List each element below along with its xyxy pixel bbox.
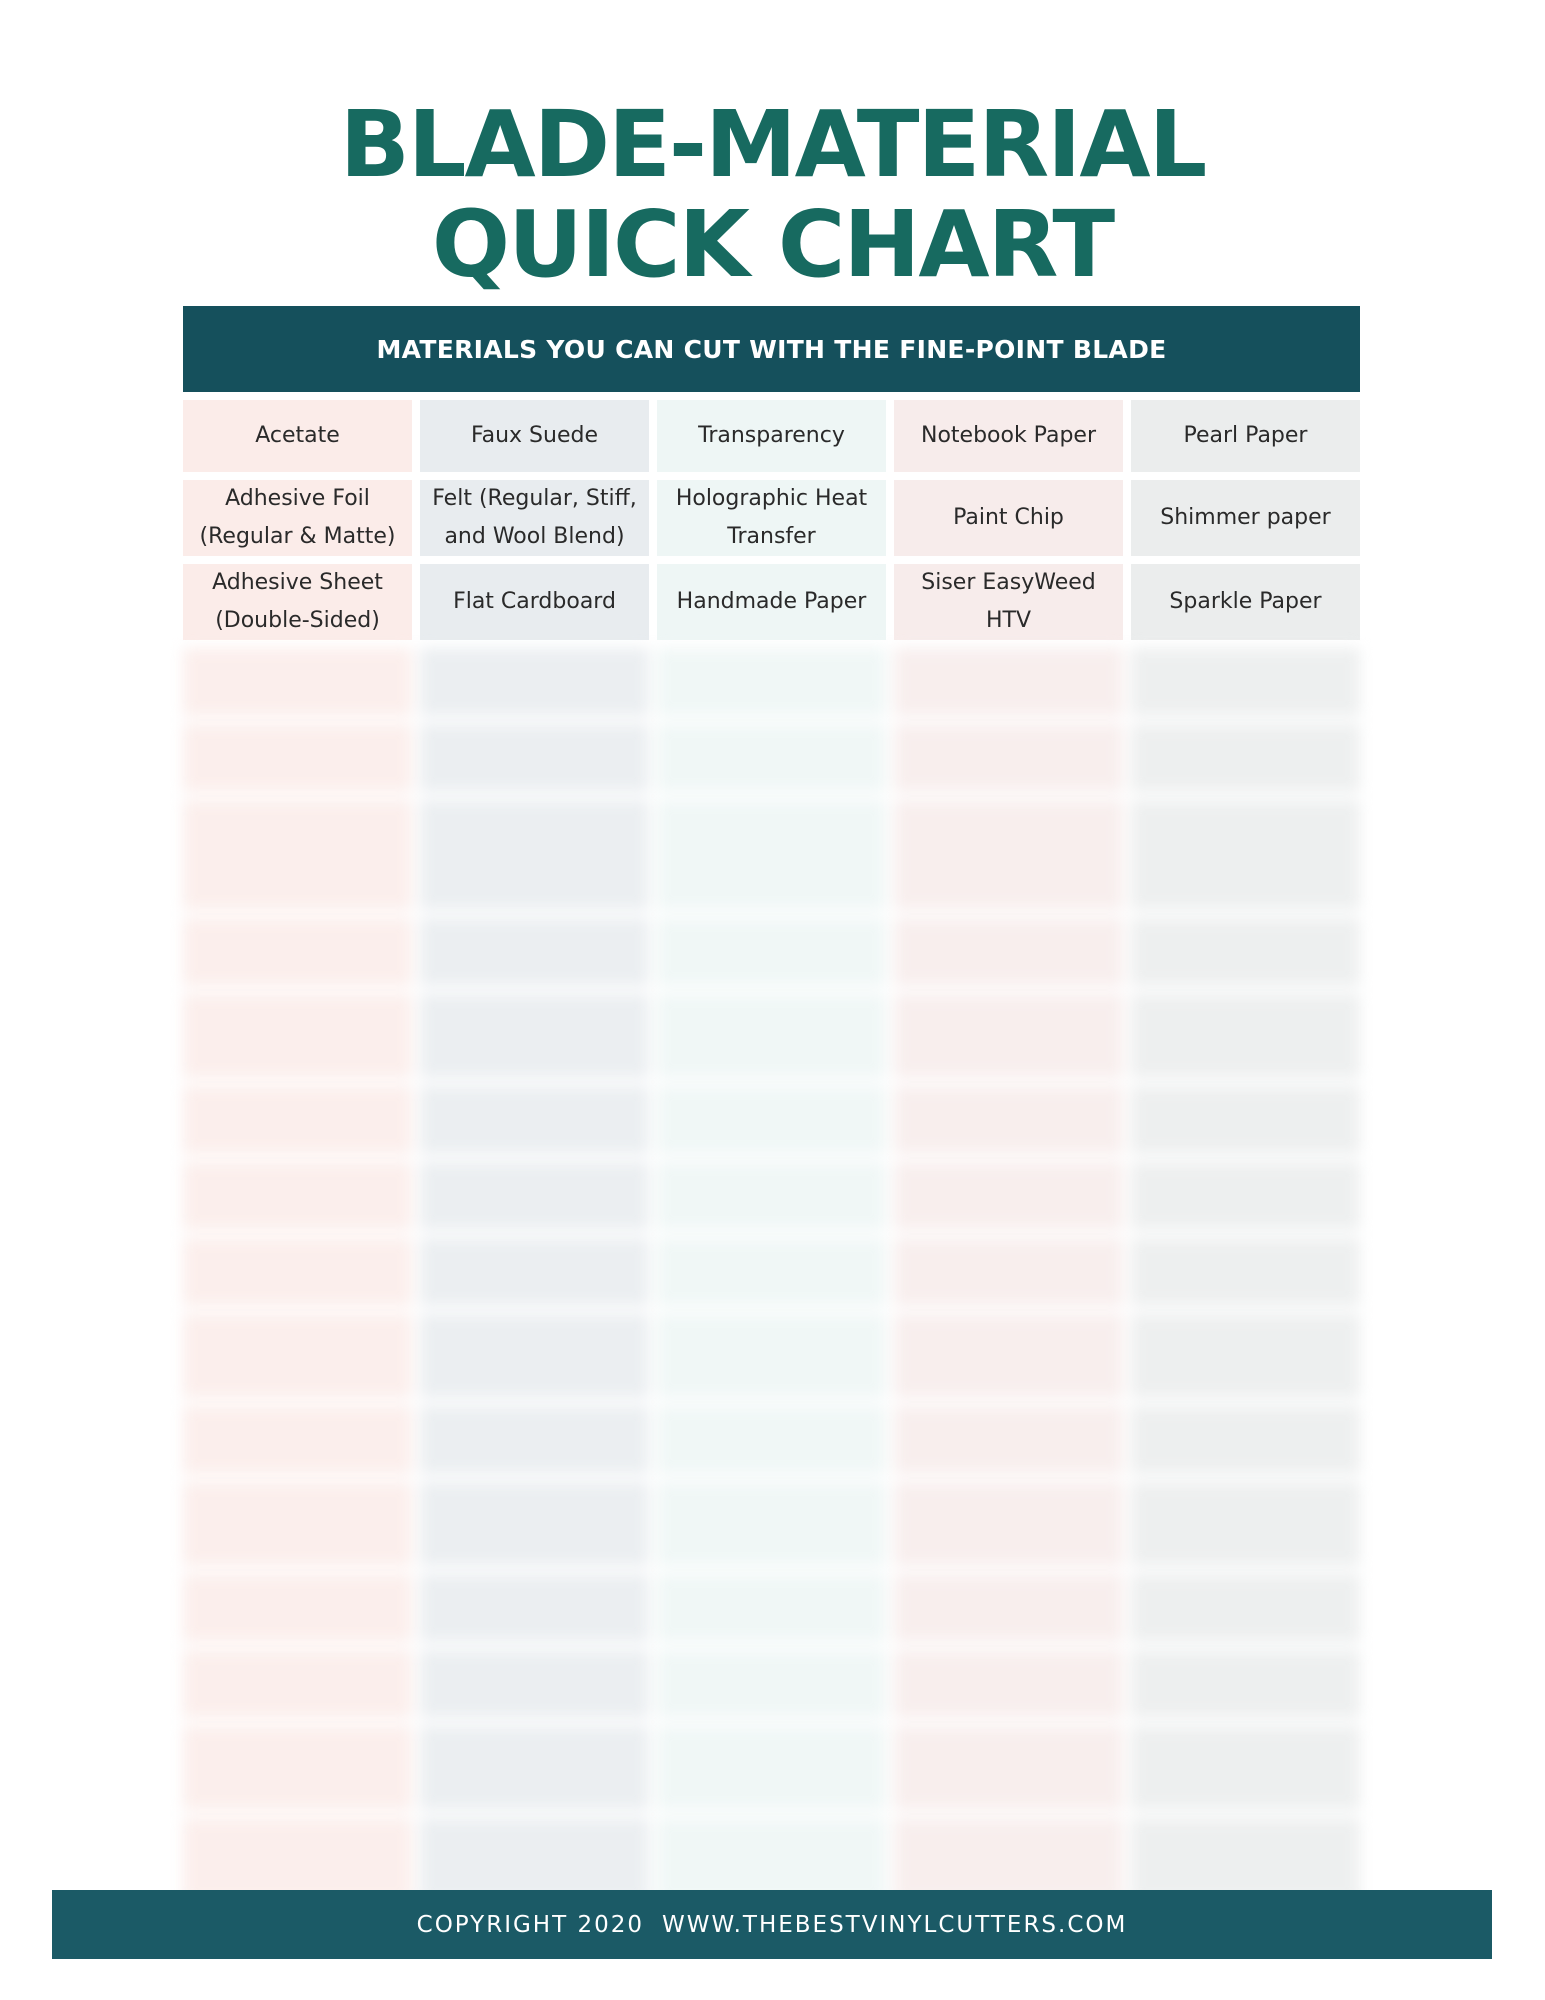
- blurred-cell: [657, 1482, 886, 1566]
- table-cell: Acetate: [183, 400, 412, 472]
- blurred-cell: [1131, 918, 1360, 986]
- materials-table: [183, 306, 1360, 1902]
- blurred-cell: [1131, 1406, 1360, 1474]
- blurred-cell: [183, 800, 412, 910]
- blurred-cell: [657, 1162, 886, 1230]
- blurred-cell: [1131, 1482, 1360, 1566]
- blurred-cell: [1131, 1162, 1360, 1230]
- blurred-cell: [420, 1650, 649, 1718]
- blurred-cell: [657, 648, 886, 716]
- blurred-cell: [183, 1726, 412, 1810]
- blurred-cell: [420, 1574, 649, 1642]
- blurred-cell: [183, 1238, 412, 1306]
- blurred-row: [183, 1650, 1360, 1718]
- blurred-cell: [420, 648, 649, 716]
- blurred-cell: [657, 1650, 886, 1718]
- table-cell: Shimmer paper: [1131, 480, 1360, 556]
- blurred-cell: [183, 1086, 412, 1154]
- blurred-cell: [657, 1574, 886, 1642]
- blurred-cell: [894, 918, 1123, 986]
- blurred-rows: [183, 648, 1360, 1902]
- blurred-row: [183, 724, 1360, 792]
- table-header: MATERIALS YOU CAN CUT WITH THE FINE-POINT BLADE: [183, 306, 1360, 392]
- blurred-cell: [657, 724, 886, 792]
- table-cell: Notebook Paper: [894, 400, 1123, 472]
- title-line-2: QUICK CHART: [431, 191, 1114, 298]
- blurred-cell: [894, 1726, 1123, 1810]
- blurred-cell: [183, 1406, 412, 1474]
- table-cell: Holographic Heat Transfer: [657, 480, 886, 556]
- blurred-cell: [894, 994, 1123, 1078]
- blurred-cell: [894, 1086, 1123, 1154]
- blurred-cell: [183, 1574, 412, 1642]
- table-cell: Siser EasyWeed HTV: [894, 564, 1123, 640]
- blurred-cell: [894, 1574, 1123, 1642]
- table-cell: Paint Chip: [894, 480, 1123, 556]
- table-cell: Felt (Regular, Stiff, and Wool Blend): [420, 480, 649, 556]
- blurred-cell: [894, 1238, 1123, 1306]
- blurred-cell: [1131, 1574, 1360, 1642]
- blurred-cell: [420, 918, 649, 986]
- table-row: [183, 400, 1360, 472]
- blurred-cell: [183, 918, 412, 986]
- blurred-row: [183, 648, 1360, 716]
- website-link[interactable]: WWW.THEBESTVINYLCUTTERS.COM: [662, 1911, 1128, 1938]
- blurred-cell: [894, 1406, 1123, 1474]
- blurred-cell: [657, 1238, 886, 1306]
- blurred-cell: [657, 918, 886, 986]
- blurred-cell: [894, 648, 1123, 716]
- blurred-row: [183, 1314, 1360, 1398]
- blurred-cell: [657, 1406, 886, 1474]
- blurred-cell: [183, 1314, 412, 1398]
- blurred-cell: [183, 1482, 412, 1566]
- blurred-cell: [183, 994, 412, 1078]
- blurred-row: [183, 994, 1360, 1078]
- blurred-cell: [420, 1314, 649, 1398]
- table-cell: Sparkle Paper: [1131, 564, 1360, 640]
- blurred-cell: [183, 724, 412, 792]
- table-row: [183, 564, 1360, 640]
- blurred-cell: [183, 1650, 412, 1718]
- footer-bar: [52, 1890, 1492, 1959]
- blurred-cell: [657, 800, 886, 910]
- blurred-cell: [894, 800, 1123, 910]
- blurred-row: [183, 1086, 1360, 1154]
- blurred-cell: [1131, 1238, 1360, 1306]
- table-cell: Transparency: [657, 400, 886, 472]
- table-cell: Adhesive Sheet (Double-Sided): [183, 564, 412, 640]
- blurred-cell: [1131, 1314, 1360, 1398]
- blurred-cell: [1131, 648, 1360, 716]
- blurred-cell: [1131, 1726, 1360, 1810]
- copyright-text: COPYRIGHT 2020: [416, 1911, 644, 1938]
- blurred-cell: [894, 1314, 1123, 1398]
- blurred-cell: [420, 724, 649, 792]
- blurred-cell: [420, 1238, 649, 1306]
- table-cell: Handmade Paper: [657, 564, 886, 640]
- blurred-cell: [894, 1650, 1123, 1718]
- blurred-row: [183, 1482, 1360, 1566]
- blurred-cell: [1131, 994, 1360, 1078]
- table-cell: Adhesive Foil (Regular & Matte): [183, 480, 412, 556]
- blurred-row: [183, 800, 1360, 910]
- blurred-cell: [420, 994, 649, 1078]
- blurred-cell: [894, 724, 1123, 792]
- blurred-cell: [1131, 800, 1360, 910]
- blurred-cell: [420, 1726, 649, 1810]
- blurred-cell: [420, 800, 649, 910]
- blurred-cell: [1131, 724, 1360, 792]
- title-line-1: BLADE-MATERIAL: [339, 91, 1206, 198]
- blurred-cell: [420, 1482, 649, 1566]
- blurred-cell: [894, 1482, 1123, 1566]
- blurred-row: [183, 1162, 1360, 1230]
- table-row: [183, 480, 1360, 556]
- blurred-cell: [657, 1086, 886, 1154]
- blurred-row: [183, 1406, 1360, 1474]
- table-cell: Pearl Paper: [1131, 400, 1360, 472]
- table-cell: Flat Cardboard: [420, 564, 649, 640]
- blurred-cell: [894, 1162, 1123, 1230]
- blurred-cell: [183, 648, 412, 716]
- blurred-cell: [1131, 1086, 1360, 1154]
- blurred-cell: [657, 1726, 886, 1810]
- blurred-cell: [657, 1314, 886, 1398]
- blurred-cell: [657, 994, 886, 1078]
- blurred-cell: [420, 1162, 649, 1230]
- page-title: [0, 91, 1545, 298]
- blurred-row: [183, 1238, 1360, 1306]
- blurred-row: [183, 918, 1360, 986]
- blurred-row: [183, 1726, 1360, 1810]
- blurred-cell: [420, 1086, 649, 1154]
- blurred-cell: [420, 1406, 649, 1474]
- blurred-row: [183, 1574, 1360, 1642]
- blurred-cell: [183, 1162, 412, 1230]
- blurred-cell: [1131, 1650, 1360, 1718]
- table-cell: Faux Suede: [420, 400, 649, 472]
